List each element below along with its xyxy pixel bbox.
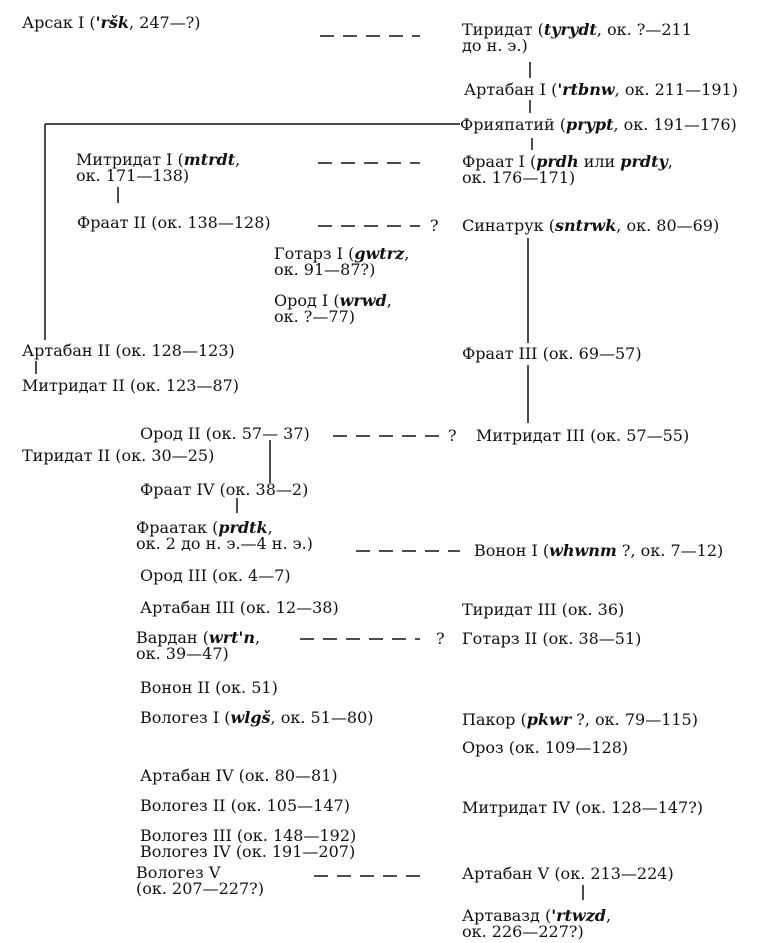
- node-line1: [462, 866, 674, 882]
- node-transliteration: tyrydt: [543, 20, 597, 39]
- node-line1: [474, 543, 723, 559]
- node-line1: [140, 426, 310, 442]
- node-line1: [77, 215, 271, 231]
- node-artaban2: [22, 343, 235, 359]
- node-name: Тиридат II (ок. 30—25): [22, 446, 215, 465]
- node-line2: (ок. 207—227?): [136, 879, 264, 898]
- node-transliteration: 'ršk: [95, 13, 130, 32]
- node-dates: , ок. 80—69): [616, 216, 720, 235]
- node-name: Вологез III (ок. 148—192): [140, 826, 357, 845]
- node-name: Фраатак (: [136, 518, 219, 537]
- node-name: Ород II (ок. 57— 37): [140, 424, 310, 443]
- node-mitridat2: [22, 378, 239, 394]
- node-dates: , ок. ?—211: [596, 20, 692, 39]
- node-name: Артабан I (: [464, 80, 558, 99]
- node-name: Артабан V (ок. 213—224): [462, 864, 674, 883]
- node-dates: ,: [235, 150, 241, 169]
- node-tiridat: [462, 22, 692, 54]
- node-fraat2: [77, 215, 271, 231]
- node-vologez2: [140, 798, 350, 814]
- node-vonon2: [140, 680, 278, 696]
- node-sinatruk: [462, 218, 719, 234]
- node-orod1: [274, 293, 392, 325]
- node-artaban5: [462, 866, 674, 882]
- node-line2: ок. ?—77): [274, 307, 355, 326]
- node-line2: до н. э.): [462, 36, 528, 55]
- node-dates: ,: [404, 244, 410, 263]
- node-fraat4: [140, 482, 308, 498]
- node-tiridat3: [462, 602, 624, 618]
- node-fraat3: [462, 346, 642, 362]
- node-name: Вологез II (ок. 105—147): [140, 796, 350, 815]
- node-line1: [140, 798, 350, 814]
- node-name: Готарз II (ок. 38—51): [462, 629, 642, 648]
- node-line1: [140, 482, 308, 498]
- node-transliteration: wlgš: [230, 708, 271, 727]
- node-name: Митридат I (: [76, 150, 184, 169]
- node-name: Пакор (: [462, 710, 527, 729]
- node-vardan: [136, 630, 260, 662]
- node-dates: , ок. 51—80): [270, 708, 374, 727]
- node-dates: ,: [386, 291, 392, 310]
- node-line1: [140, 568, 291, 584]
- node-line1: [140, 768, 338, 784]
- node-dates: ?, ок. 79—115): [571, 710, 698, 729]
- node-line1: [462, 602, 624, 618]
- node-name: Вонон I (: [474, 541, 550, 560]
- unknown-mark: ?: [430, 216, 439, 235]
- node-dates: ,: [267, 518, 273, 537]
- node-line1: [462, 712, 698, 728]
- node-name: Фраат I (: [462, 152, 537, 171]
- node-name: Артабан III (ок. 12—38): [140, 598, 339, 617]
- node-line2: ок. 39—47): [136, 644, 229, 663]
- node-transliteration: mtrdt: [183, 150, 236, 169]
- node-transliteration: 'rtwzd: [551, 906, 606, 925]
- node-artaban3: [140, 600, 339, 616]
- node-dates: , ок. 211—191): [614, 80, 738, 99]
- node-mitridat3: [476, 428, 689, 444]
- node-artaban4: [140, 768, 338, 784]
- node-line2: ок. 2 до н. э.—4 н. э.): [136, 534, 313, 553]
- node-artavazd: [462, 908, 611, 940]
- node-name: Ород III (ок. 4—7): [140, 566, 291, 585]
- node-name: Вологез V: [136, 863, 221, 882]
- node-line1: [22, 378, 239, 394]
- node-line2: ок. 176—171): [462, 168, 576, 187]
- node-dates: ,: [667, 152, 673, 171]
- node-line1: [22, 343, 235, 359]
- node-orod3: [140, 568, 291, 584]
- node-name: Тиридат III (ок. 36): [462, 600, 625, 619]
- unknown-mark: ?: [448, 426, 457, 445]
- node-vologez4: [140, 844, 355, 860]
- node-name: Фраат III (ок. 69—57): [462, 344, 642, 363]
- node-name: Фраат IV (ок. 38—2): [140, 480, 309, 499]
- node-line1: [462, 631, 641, 647]
- node-transliteration: whwnm: [549, 541, 617, 560]
- node-gotarz2: [462, 631, 641, 647]
- node-transliteration: prdh: [536, 152, 579, 171]
- node-transliteration: pkwr: [526, 710, 572, 729]
- node-orod2: [140, 426, 310, 442]
- node-pakor: [462, 712, 698, 728]
- node-name: Митридат II (ок. 123—87): [22, 376, 240, 395]
- node-arsak1: [22, 15, 201, 31]
- node-dates: , ок. 191—176): [613, 115, 737, 134]
- node-dates: ?, ок. 7—12): [616, 541, 724, 560]
- node-line1: [140, 680, 278, 696]
- node-line2: ок. 171—138): [76, 166, 190, 185]
- node-transliteration-alt: prdty: [620, 152, 668, 171]
- node-name: Арсак I (: [22, 13, 96, 32]
- node-vologez1: [140, 710, 373, 726]
- node-name: Митридат IV (ок. 128—147?): [462, 798, 704, 817]
- node-line1: [22, 15, 201, 31]
- node-name: Вардан (: [136, 628, 209, 647]
- node-name: Тиридат (: [462, 20, 544, 39]
- node-dates: или: [578, 152, 621, 171]
- node-name: Фрияпатий (: [460, 115, 566, 134]
- node-line1: [462, 740, 628, 756]
- node-name: Готарз I (: [274, 244, 355, 263]
- node-name: Митридат III (ок. 57—55): [476, 426, 690, 445]
- node-transliteration: prypt: [566, 115, 614, 134]
- node-line1: [462, 218, 719, 234]
- node-transliteration: wrwd: [339, 291, 387, 310]
- unknown-mark: ?: [436, 629, 445, 648]
- node-transliteration: prdtk: [218, 518, 268, 537]
- node-name: Артабан II (ок. 128—123): [22, 341, 235, 360]
- node-fraatak: [136, 520, 313, 552]
- node-name: Вонон II (ок. 51): [140, 678, 278, 697]
- node-transliteration: sntrwk: [554, 216, 617, 235]
- node-transliteration: gwtrz: [354, 244, 405, 263]
- node-artaban1: [464, 82, 738, 98]
- node-dates: ,: [605, 906, 612, 925]
- node-transliteration: 'rtbnw: [557, 80, 615, 99]
- node-line1: [140, 600, 339, 616]
- node-name: Вологез IV (ок. 191—207): [140, 842, 356, 861]
- node-line1: [22, 448, 214, 464]
- node-transliteration: wrt'n: [208, 628, 256, 647]
- node-name: Ород I (: [274, 291, 340, 310]
- node-line1: [462, 346, 642, 362]
- node-oroz: [462, 740, 628, 756]
- node-mitridat4: [462, 800, 703, 816]
- node-name: Ороз (ок. 109—128): [462, 738, 629, 757]
- node-name: Синатрук (: [462, 216, 555, 235]
- node-line1: [140, 844, 355, 860]
- node-vonon1: [474, 543, 723, 559]
- node-line2: ок. 226—227?): [462, 922, 584, 941]
- node-line1: [464, 82, 738, 98]
- node-dates: ,: [255, 628, 261, 647]
- node-mitridat1: [76, 152, 240, 184]
- node-dates: , 247—?): [129, 13, 201, 32]
- node-line1: [462, 800, 703, 816]
- node-name: Фраат II (ок. 138—128): [77, 213, 271, 232]
- node-name: Артавазд (: [462, 906, 552, 925]
- node-line2: ок. 91—87?): [274, 260, 376, 279]
- node-line1: [460, 117, 737, 133]
- node-vologez5: [136, 865, 264, 897]
- node-tiridat2: [22, 448, 214, 464]
- node-line1: [476, 428, 689, 444]
- node-friapatiy: [460, 117, 737, 133]
- node-gotarz1: [274, 246, 409, 278]
- node-line1: [140, 710, 373, 726]
- node-fraat1: [462, 154, 673, 186]
- node-name: Артабан IV (ок. 80—81): [140, 766, 338, 785]
- node-name: Вологез I (: [140, 708, 231, 727]
